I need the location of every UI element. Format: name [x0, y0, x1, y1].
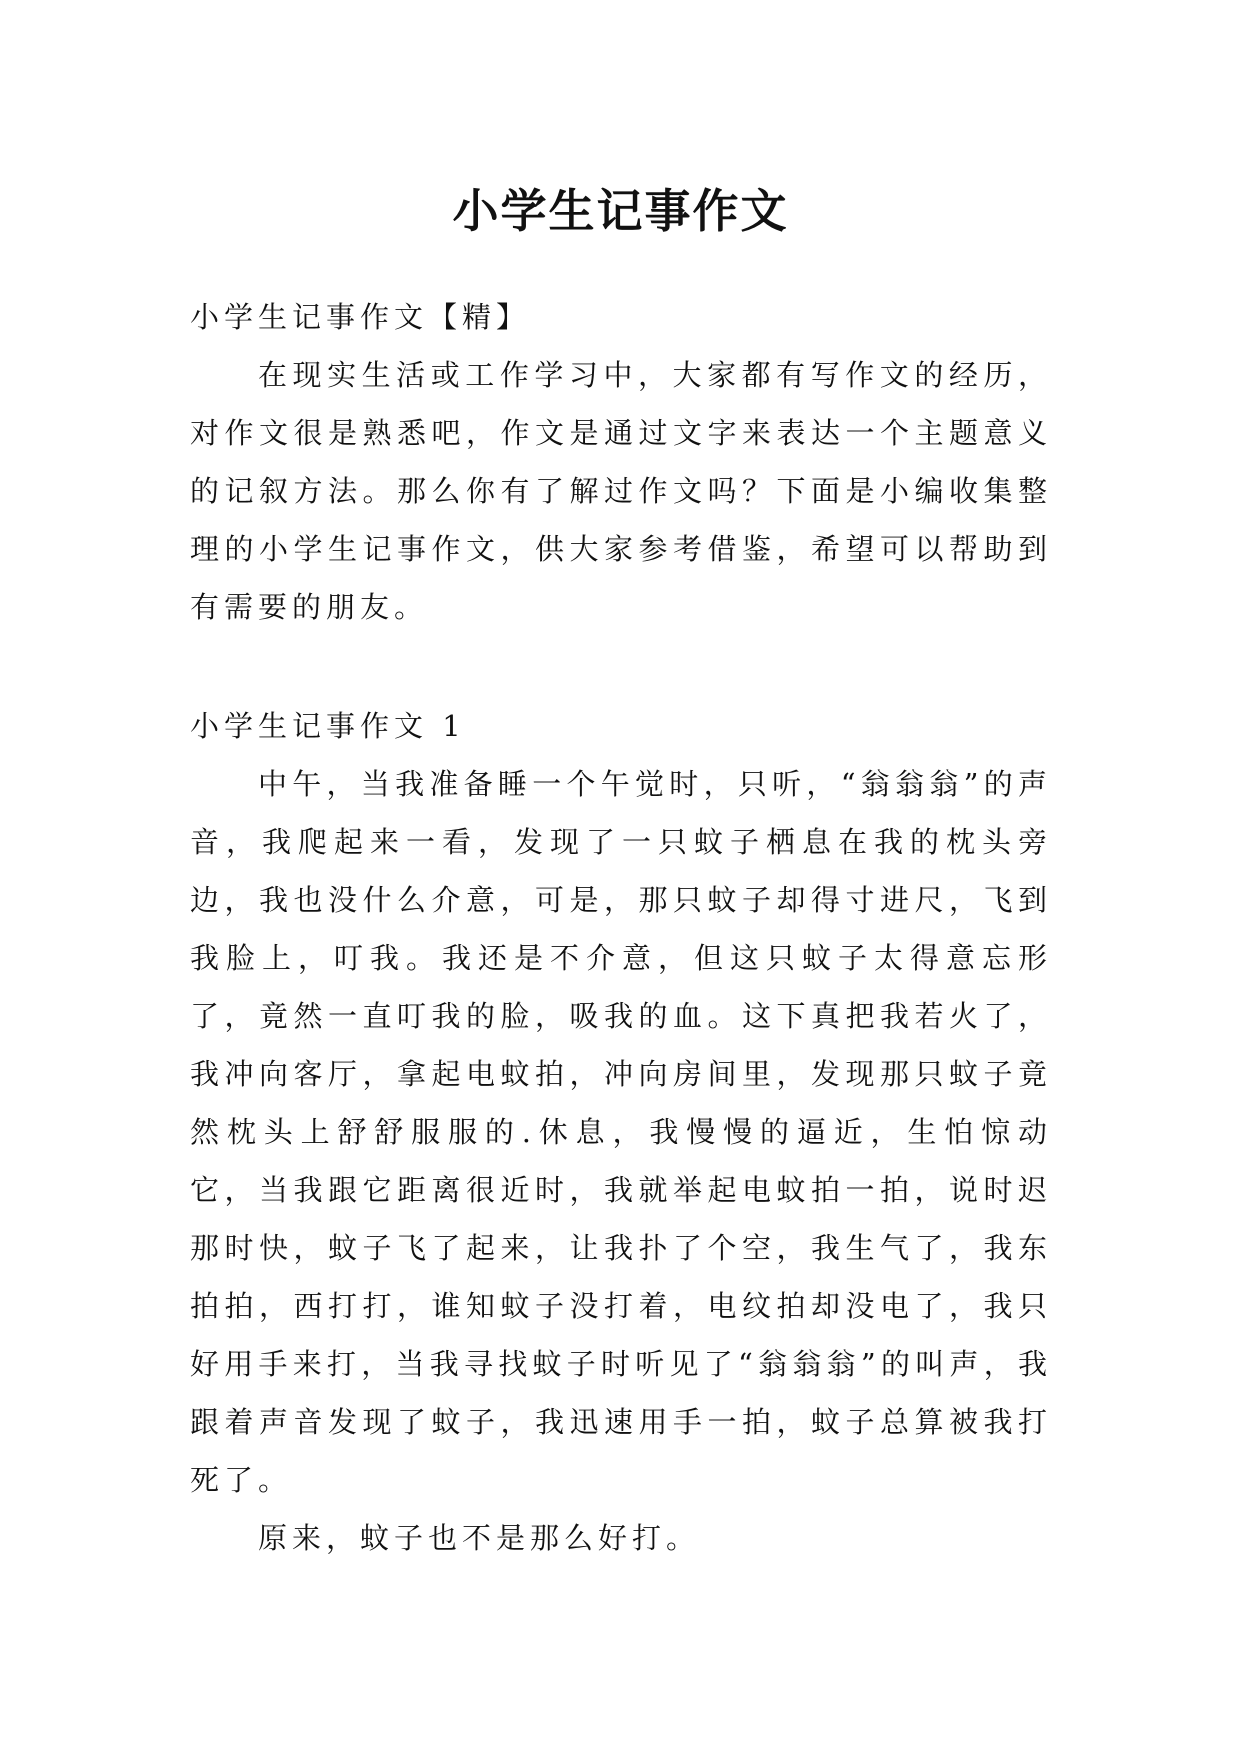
- essay-section-1: [190, 697, 1052, 1567]
- essay-1-heading: 小学生记事作文 1: [190, 709, 466, 743]
- intro-paragraph: 在现实生活或工作学习中，大家都有写作文的经历，对作文很是熟悉吧，作文是通过文字来表达一个主题意义的记叙方法。那么你有了解过作文吗？下面是小编收集整理的小学生记事作文，供大家参考借鉴，希望可以帮助到有需要的朋友。: [190, 358, 1052, 624]
- essay-1-paragraph-2: 原来，蚊子也不是那么好打。: [258, 1521, 701, 1555]
- intro-heading: 小学生记事作文【精】: [190, 300, 531, 334]
- essay-1-paragraph-1: 中午，当我准备睡一个午觉时，只听，“翁翁翁”的声音，我爬起来一看，发现了一只蚊子栖息在我的枕头旁边，我也没什么介意，可是，那只蚊子却得寸进尺，飞到我脸上，叮我。我还是不介意，但这只蚊子太得意忘形了，竟然一直叮我的脸，吸我的血。这下真把我若火了，我冲向客厅，拿起电蚊拍，冲向房间里，发现那只蚊子竟然枕头上舒舒服服的.休息，我慢慢的逼近，生怕惊动它，当我跟它距离很近时，我就举起电蚊拍一拍，说时迟那时快，蚊子飞了起来，让我扑了个空，我生气了，我东拍拍，西打打，谁知蚊子没打着，电纹拍却没电了，我只好用手来打，当我寻找蚊子时听见了“翁翁翁”的叫声，我跟着声音发现了蚊子，我迅速用手一拍，蚊子总算被我打死了。: [190, 767, 1052, 1497]
- document-title: 小学生记事作文: [452, 183, 789, 238]
- intro-section: [190, 288, 1052, 636]
